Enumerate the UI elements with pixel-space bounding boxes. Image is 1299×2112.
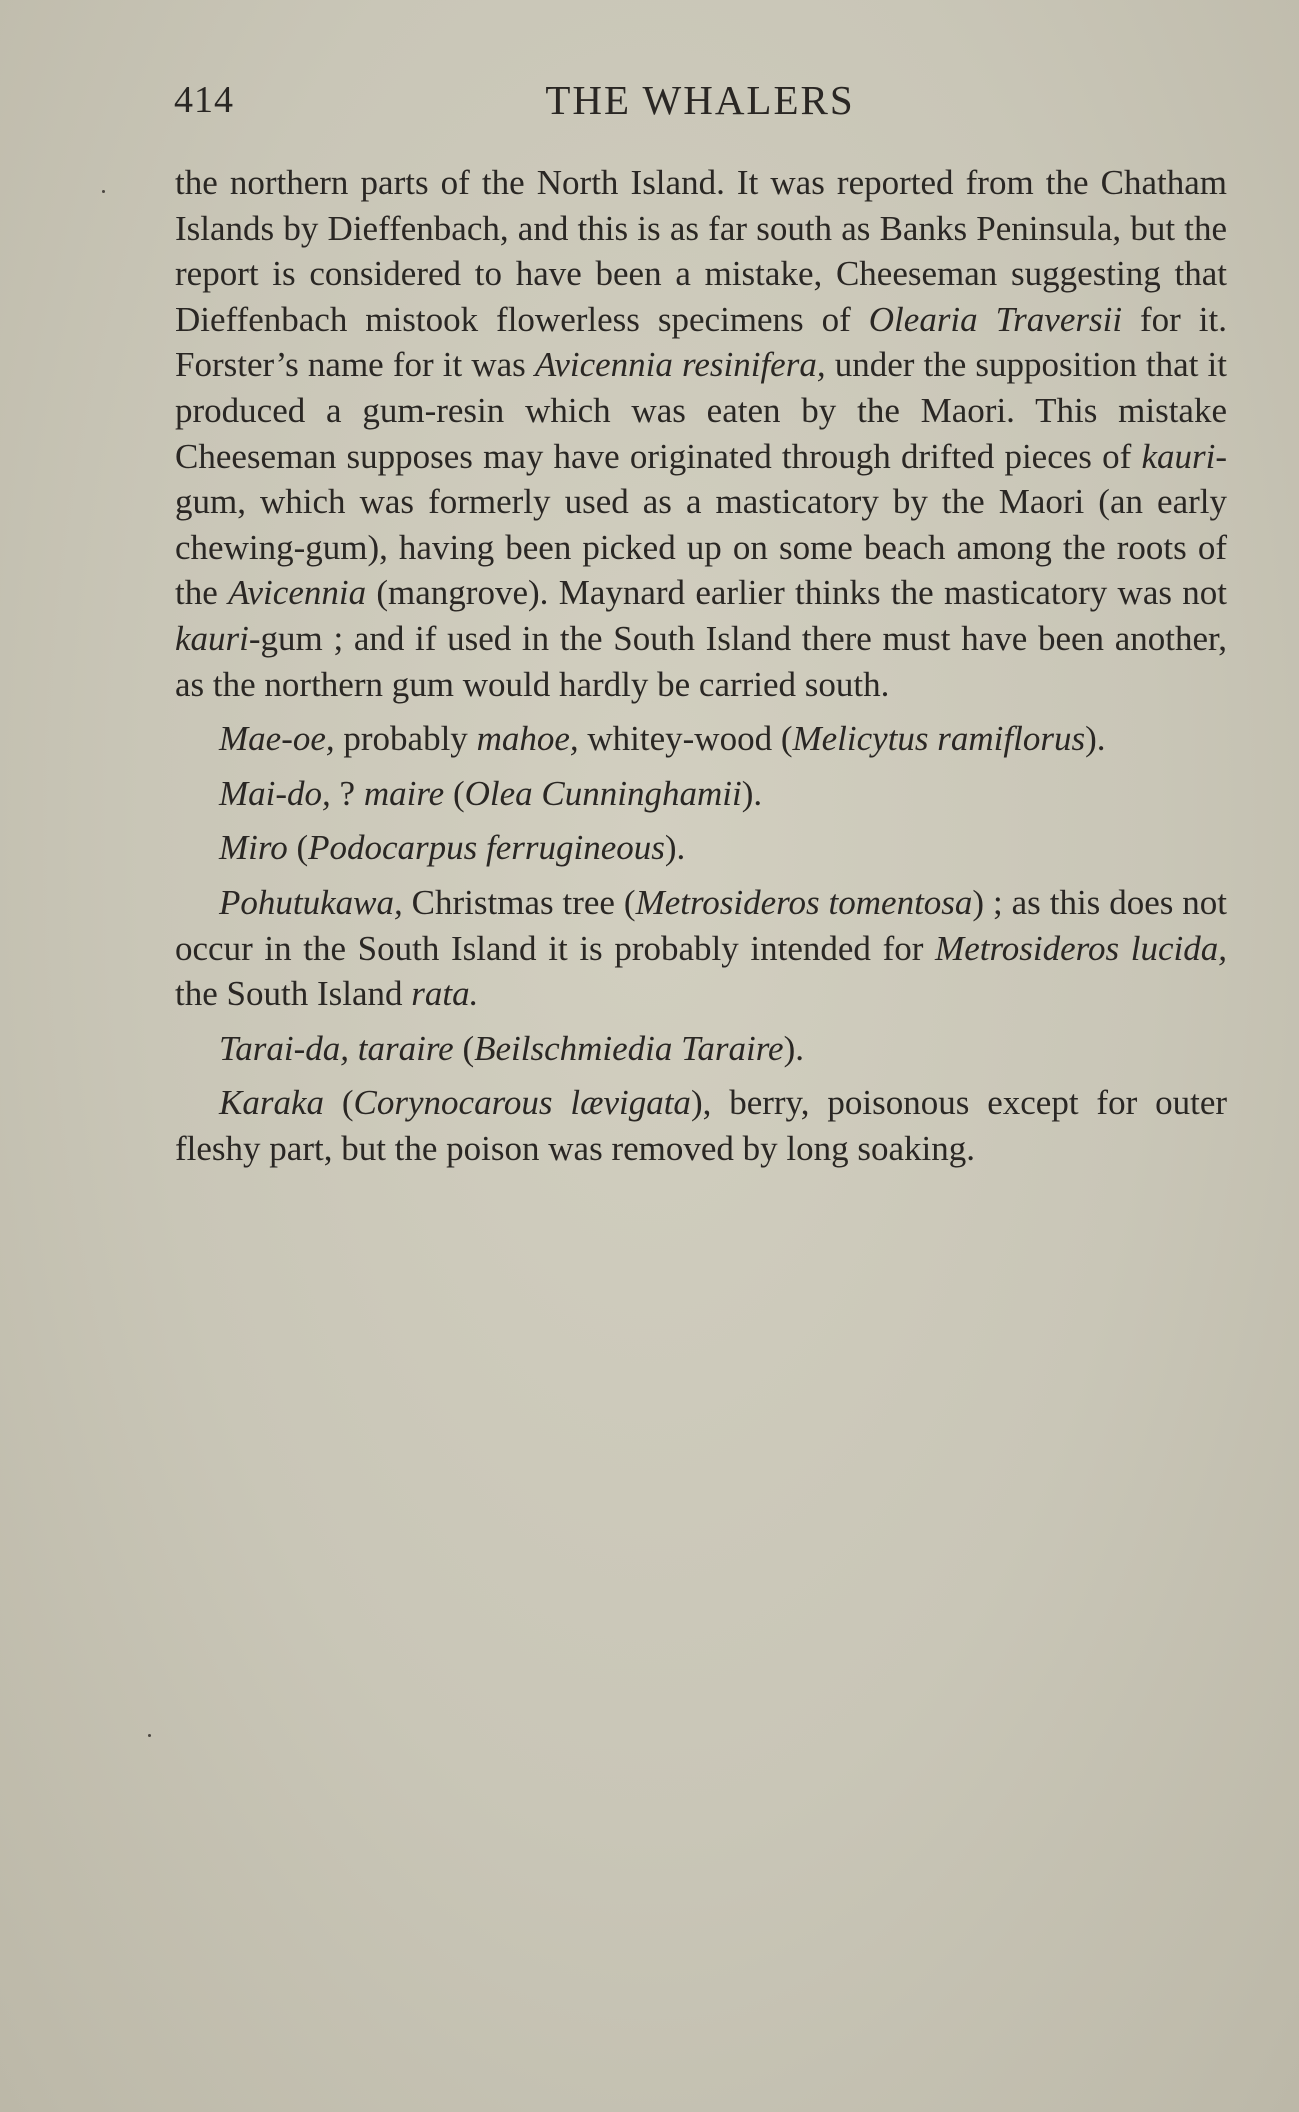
text-run: Christmas tree (: [402, 882, 636, 922]
entry-mae-oe: [175, 716, 1227, 762]
text-run: ).: [783, 1028, 804, 1068]
italic-term: rata.: [411, 974, 479, 1014]
entry-term: Mai-do,: [219, 773, 331, 813]
text-run: whitey-wood (: [578, 719, 793, 759]
entry-term: Mae-oe,: [219, 719, 335, 759]
italic-term: mahoe,: [476, 719, 579, 759]
italic-term: Metrosideros tomentosa: [635, 882, 973, 922]
italic-term: kauri: [1141, 436, 1216, 476]
text-run: ).: [741, 773, 763, 813]
entry-term: Karaka: [219, 1083, 324, 1123]
page-number: 414: [174, 79, 234, 121]
italic-term: maire: [363, 773, 445, 813]
text-run: -gum ; and if used in the South Island there must have been another, as the northern gum would hardly be carried south.: [175, 618, 1227, 704]
text-run: ).: [1085, 719, 1106, 759]
text-run: under the supposition that it produced a gum-resin which was eaten by the Maori. This mistake Cheeseman supposes may have originated through drifted pieces of: [175, 345, 1227, 476]
italic-term: Avicennia: [228, 573, 367, 613]
text-run: -gum, which was formerly used as a masticatory by the Maori (an early chewing-gum), having been picked up on some beach among the roots of the: [175, 436, 1227, 613]
entry-term: Pohutukawa,: [219, 882, 403, 922]
body-text: [175, 160, 1227, 1171]
running-head: THE WHALERS: [545, 77, 855, 123]
italic-term: Olearia Traversii: [868, 299, 1123, 339]
entry-term: Tarai-da, taraire: [219, 1028, 454, 1068]
italic-term: Metrosideros lucida,: [935, 928, 1227, 968]
italic-term: Podocarpus ferrugineous: [308, 828, 665, 868]
text-run: (: [287, 828, 309, 868]
entry-pohutukawa: [175, 880, 1227, 1017]
entry-term: Miro: [219, 828, 288, 868]
main-paragraph: [175, 160, 1227, 707]
text-run: ?: [330, 773, 364, 813]
text-run: (: [453, 1028, 475, 1068]
page-header: [174, 72, 1226, 132]
text-run: probably: [334, 719, 477, 759]
margin-speck: [102, 190, 105, 193]
entry-karaka: [175, 1080, 1227, 1171]
text-run: the northern parts of the North Island. It was reported from the Chatham Islands by Dieffenbach, and this is as far south as Banks Peninsula, but the report is considered to have been a mistake, Cheeseman suggesting that Dieffenbach mistook flowerless specimens of: [175, 163, 1227, 339]
text-run: ), berry, poisonous except for outer fleshy part, but the poison was removed by long soaking.: [175, 1083, 1228, 1168]
text-run: ).: [664, 828, 686, 868]
text-run: (: [324, 1083, 354, 1123]
italic-term: Melicytus ramiflorus: [792, 719, 1086, 759]
italic-term: Avicennia resinifera,: [534, 345, 826, 385]
italic-term: Olea Cunninghamii: [464, 773, 742, 813]
entry-tarai-da: [175, 1026, 1227, 1072]
entry-mai-do: [175, 771, 1227, 817]
text-run: (: [444, 773, 465, 813]
text-run: for it. Forster’s name for it was: [175, 299, 1228, 385]
text-run: the South Island: [175, 974, 412, 1014]
text-run: ) ; as this does not occur in the South Island it is probably intended for: [175, 882, 1228, 968]
text-run: (mangrove). Maynard earlier thinks the masticatory was not: [366, 573, 1228, 613]
margin-speck: [148, 1734, 151, 1737]
entry-miro: [175, 825, 1227, 871]
italic-term: Corynocarous lævigata: [353, 1083, 691, 1123]
italic-term: kauri: [175, 618, 249, 658]
italic-term: Beilschmiedia Taraire: [474, 1028, 784, 1068]
